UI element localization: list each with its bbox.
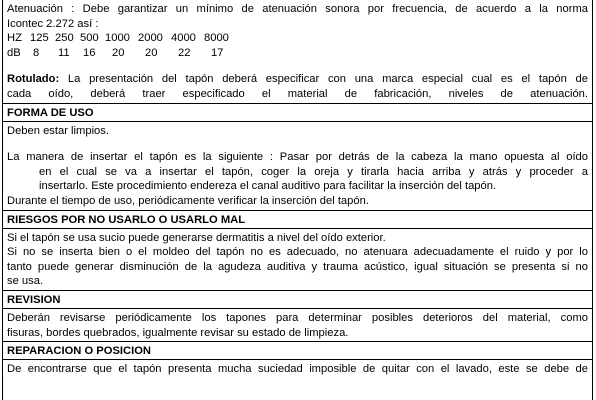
riesgos-line-2: Si no se inserta bien o el moldeo del tapón no es adecuado, no atenuara adecuadamente el ruido y por lo [7,246,588,259]
db-125: 8 [33,46,40,59]
riesgos-line-1: Si el tapón se usa sucio puede generarse dermatitis a nivel del oído exterior. [7,231,386,244]
revision-line-1: Deberán revisarse periódicamente los tapones para determinar posibles deterioros del material, como [7,311,588,324]
attenuation-text-line-1: Atenuación : Debe garantizar un mínimo de atenuación sonora por frecuencia, de acuerdo a la norma [7,3,588,15]
db-4000: 22 [178,46,191,59]
freq-1000: 1000 [105,32,130,45]
revision-heading: REVISION [7,293,61,306]
rotulado-line-1 [7,72,588,87]
attenuation-text-line-2: Icontec 2.272 así : [7,17,99,30]
spacer [7,60,588,72]
forma-de-uso-section [3,122,592,211]
db-500: 16 [83,46,96,59]
attenuation-section [3,0,592,104]
db-8000: 17 [211,46,224,59]
riesgos-section [3,229,592,291]
document-page [2,0,593,400]
db-row [7,46,588,61]
clean-text: Deben estar limpios. [7,124,109,137]
db-label: dB [7,46,21,59]
rotulado-line-2: cada oído, deberá traer especificado el material de fabricación, niveles de atenuación. [7,87,588,100]
rotulado-label: Rotulado: [7,73,60,86]
frequency-row [7,31,588,46]
insert-text-line-1: La manera de insertar el tapón es la siguiente : Pasar por detrás de la cabeza la mano opuesta al oído [7,151,588,164]
reparacion-section [3,360,592,378]
reparacion-heading: REPARACION O POSICION [7,345,151,358]
freq-8000: 8000 [204,32,229,45]
db-1000: 20 [112,46,125,59]
forma-de-uso-heading-cell [3,104,592,122]
riesgos-line-4: se usa. [7,275,44,288]
riesgos-heading-cell [3,211,592,229]
revision-line-2: fisuras, bordes quebrados, igualmente revisar su estado de limpieza. [7,326,349,339]
insert-text-line-3: insertarlo. Este procedimiento endereza el canal auditivo para facilitar la inserción del tapón. [39,180,497,193]
riesgos-line-3: tanto puede generar disminución de la agudeza auditiva y trauma acústico, igual situación se presenta si no [7,260,588,273]
hz-label: HZ [7,32,22,45]
riesgos-heading: RIESGOS POR NO USARLO O USARLO MAL [7,213,246,226]
revision-heading-cell [3,291,592,309]
revision-section [3,309,592,342]
db-2000: 20 [145,46,158,59]
freq-2000: 2000 [138,32,163,45]
freq-250: 250 [55,32,74,45]
forma-de-uso-heading: FORMA DE USO [7,106,94,119]
rotulado-text: La presentación del tapón deberá especificar con una marca especial cual es el tapón de [59,73,588,86]
insert-text-line-2: en el cual se va a insertar el tapón, coger la oreja y tirarla hacia arriba y atrás y proceder a [39,165,588,178]
spacer [7,138,588,150]
freq-4000: 4000 [171,32,196,45]
freq-500: 500 [80,32,99,45]
reparacion-heading-cell [3,342,592,360]
freq-125: 125 [30,32,49,45]
reparacion-line-1: De encontrarse que el tapón presenta mucha suciedad imposible de quitar con el lavado, este se debe de [7,363,588,376]
usage-time-text: Durante el tiempo de uso, periódicamente verificar la inserción del tapón. [7,194,369,207]
db-250: 11 [58,46,70,59]
